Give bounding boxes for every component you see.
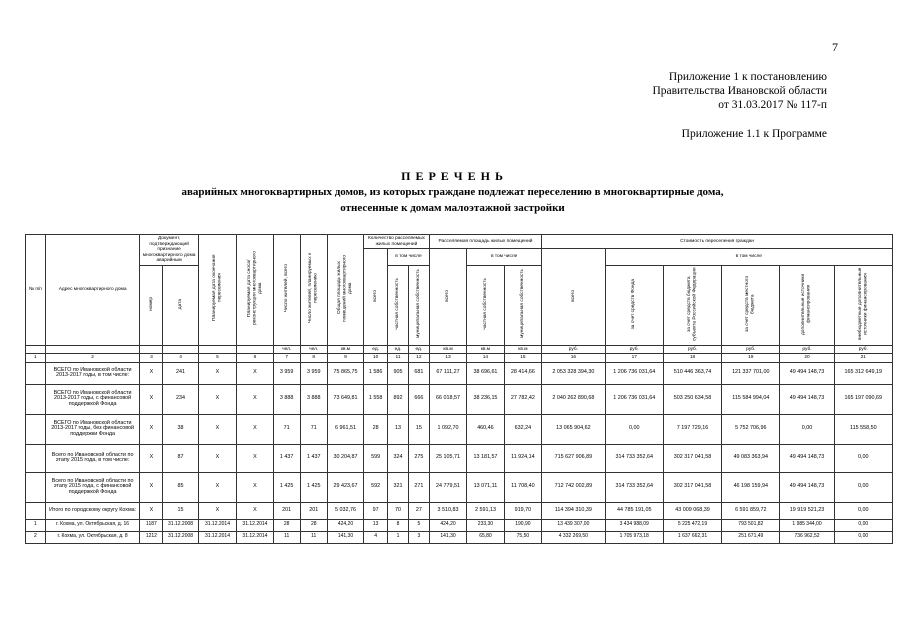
table-cell: 31.12.2008 <box>163 519 198 531</box>
table-cell: 424,20 <box>429 519 466 531</box>
column-number: 17 <box>605 354 663 363</box>
col-header-doc-number: номер <box>140 265 163 345</box>
units-cell <box>26 345 46 354</box>
table-cell: 28 <box>273 519 300 531</box>
col-header-area-municipal: муниципальная собственность <box>504 265 541 345</box>
col-header-planned-demolition: Планируемая дата сноса/реконструкции многоквартирного дома <box>237 235 273 346</box>
table-cell: X <box>198 444 237 472</box>
table-cell: X <box>140 502 163 519</box>
column-number: 15 <box>504 354 541 363</box>
table-cell: 44 785 191,05 <box>605 502 663 519</box>
table-cell: 75 865,75 <box>327 362 363 384</box>
unit-cell: руб. <box>605 345 663 354</box>
table-cell: 121 337 701,00 <box>722 362 780 384</box>
table-cell: 1 705 973,18 <box>605 531 663 543</box>
unit-cell: руб. <box>663 345 721 354</box>
table-cell <box>26 472 46 502</box>
table-cell: 324 <box>388 444 409 472</box>
table-cell: X <box>237 384 273 414</box>
table-cell: 29 423,67 <box>327 472 363 502</box>
table-cell: 11 <box>300 531 327 543</box>
table-cell: 599 <box>364 444 388 472</box>
table-cell: 3 888 <box>273 384 300 414</box>
table-cell: 736 962,52 <box>780 531 834 543</box>
table-cell: 28 414,66 <box>504 362 541 384</box>
table-cell: 49 494 148,73 <box>780 362 834 384</box>
table-cell: 510 446 363,74 <box>663 362 721 384</box>
column-number: 3 <box>140 354 163 363</box>
unit-cell: руб. <box>834 345 892 354</box>
col-header-cost-extra: дополнительные источники финансирования <box>780 265 834 345</box>
col-header-area-incl: в том числе <box>467 249 542 266</box>
table-cell: 15 <box>163 502 198 519</box>
register-table-wrapper <box>25 234 893 640</box>
table-cell: 5 225 472,19 <box>663 519 721 531</box>
table-cell: 1 092,70 <box>429 414 466 444</box>
table-cell: 712 742 002,89 <box>542 472 605 502</box>
column-number: 9 <box>327 354 363 363</box>
table-cell: 13 065 904,62 <box>542 414 605 444</box>
header-row-1 <box>26 235 893 249</box>
table-cell: 49 494 148,73 <box>780 472 834 502</box>
table-cell: 65,80 <box>467 531 504 543</box>
col-header-total-area: Общая площадь жилых помещений многоквартирного дома <box>327 235 363 346</box>
table-cell: г. Кохма, ул. Октябрьская, д. 8 <box>45 531 140 543</box>
unit-cell: руб. <box>722 345 780 354</box>
unit-cell: чел. <box>273 345 300 354</box>
table-cell: 87 <box>163 444 198 472</box>
column-number: 6 <box>237 354 273 363</box>
col-header-num: № п/п <box>26 235 46 346</box>
col-header-doc-date: дата <box>163 265 198 345</box>
table-cell: X <box>237 472 273 502</box>
table-cell: 2 <box>26 531 46 543</box>
table-cell: 165 312 649,19 <box>834 362 892 384</box>
table-cell: 1187 <box>140 519 163 531</box>
col-header-cost-incl: в том числе <box>605 249 892 266</box>
table-cell: г. Кохма, ул. Октябрьская, д. 16 <box>45 519 140 531</box>
col-header-planned-end: Планируемая дата окончания переселения <box>198 235 237 346</box>
table-cell: 201 <box>273 502 300 519</box>
col-header-rooms-incl: в том числе <box>388 249 430 266</box>
table-cell: 28 <box>364 414 388 444</box>
table-cell: 31.12.2014 <box>198 519 237 531</box>
table-cell: 1 558 <box>364 384 388 414</box>
table-cell: 13 439 307,00 <box>542 519 605 531</box>
table-cell: 275 <box>408 444 429 472</box>
table-cell: 919,70 <box>504 502 541 519</box>
document-heading: П Е Р Е Ч Е Н Ь <box>401 169 504 183</box>
table-cell: 0,00 <box>834 444 892 472</box>
col-header-rooms-group: Количество расселяемых жилых помещений <box>364 235 430 249</box>
table-cell: 141,30 <box>429 531 466 543</box>
table-cell: 592 <box>364 472 388 502</box>
table-cell: 114 394 310,39 <box>542 502 605 519</box>
table-cell: 70 <box>388 502 409 519</box>
table-cell: 7 197 729,16 <box>663 414 721 444</box>
table-cell: 1 985 344,00 <box>780 519 834 531</box>
col-header-area-private: частная собственность <box>467 265 504 345</box>
table-cell: 73 649,81 <box>327 384 363 414</box>
column-numbers-row <box>26 354 893 363</box>
table-cell: 115 584 994,04 <box>722 384 780 414</box>
table-cell: 2 053 328 394,30 <box>542 362 605 384</box>
col-header-document: Документ, подтверждающий признание многоквартирного дома аварийным <box>140 235 198 266</box>
table-row <box>26 502 893 519</box>
table-cell: 71 <box>273 414 300 444</box>
table-cell: 0,00 <box>834 519 892 531</box>
column-number: 5 <box>198 354 237 363</box>
table-cell: 28 <box>300 519 327 531</box>
table-cell: 27 <box>408 502 429 519</box>
units-cell <box>140 345 163 354</box>
units-cell <box>237 345 273 354</box>
table-cell: 1 425 <box>300 472 327 502</box>
column-number: 16 <box>542 354 605 363</box>
table-cell: 2 591,13 <box>467 502 504 519</box>
table-cell: 233,30 <box>467 519 504 531</box>
table-cell: 681 <box>408 362 429 384</box>
units-row <box>26 345 893 354</box>
table-cell: ВСЕГО по Ивановской области 2013-2017 годы, без финансовой поддержки Фонда <box>45 414 140 444</box>
column-number: 11 <box>388 354 409 363</box>
table-cell: X <box>237 444 273 472</box>
units-cell <box>163 345 198 354</box>
table-cell: X <box>198 472 237 502</box>
table-cell: 3 888 <box>300 384 327 414</box>
table-cell: 31.12.2014 <box>237 531 273 543</box>
table-cell: 3 <box>408 531 429 543</box>
table-cell: 6 961,51 <box>327 414 363 444</box>
unit-cell: кв.м <box>504 345 541 354</box>
table-cell: 905 <box>388 362 409 384</box>
table-cell: 632,24 <box>504 414 541 444</box>
unit-cell: ед. <box>364 345 388 354</box>
table-cell: 11 924,14 <box>504 444 541 472</box>
table-cell: Всего по Ивановской области по этапу 2015 года, с финансовой поддержкой Фонда <box>45 472 140 502</box>
table-cell: 201 <box>300 502 327 519</box>
table-cell: 5 752 706,96 <box>722 414 780 444</box>
col-header-rooms-total: всего <box>364 249 388 345</box>
table-cell: X <box>140 362 163 384</box>
table-cell: X <box>140 444 163 472</box>
table-cell: 1 437 <box>273 444 300 472</box>
table-cell: 75,50 <box>504 531 541 543</box>
table-cell: 241 <box>163 362 198 384</box>
table-cell: 251 671,49 <box>722 531 780 543</box>
col-header-cost-local: за счет средств местного бюджета <box>722 265 780 345</box>
table-cell: 66 018,57 <box>429 384 466 414</box>
table-cell: 3 959 <box>300 362 327 384</box>
table-cell: Всего по Ивановской области по этапу 2015 года, в том числе: <box>45 444 140 472</box>
table-cell: 0,00 <box>605 414 663 444</box>
col-header-residents-planned: Число жителей, планируемых к переселению <box>300 235 327 346</box>
column-number: 18 <box>663 354 721 363</box>
table-cell: 1212 <box>140 531 163 543</box>
unit-cell: кв.м <box>429 345 466 354</box>
table-cell: 1 206 736 031,64 <box>605 384 663 414</box>
table-cell: 115 558,50 <box>834 414 892 444</box>
table-cell: X <box>140 472 163 502</box>
table-cell: Итого по городскому округу Кохма: <box>45 502 140 519</box>
table-cell: 38 <box>163 414 198 444</box>
table-cell: 234 <box>163 384 198 414</box>
table-cell: 67 111,27 <box>429 362 466 384</box>
table-cell: 31.12.2014 <box>198 531 237 543</box>
col-header-area-total: всего <box>429 249 466 345</box>
appendix-line-1: Приложение 1 к постановлению <box>668 71 827 83</box>
table-cell: 715 627 906,89 <box>542 444 605 472</box>
table-cell: 424,20 <box>327 519 363 531</box>
table-cell: 321 <box>388 472 409 502</box>
table-cell: 3 959 <box>273 362 300 384</box>
table-cell: 314 733 352,64 <box>605 444 663 472</box>
table-cell: 11 708,40 <box>504 472 541 502</box>
table-cell: 38 236,15 <box>467 384 504 414</box>
table-cell: 302 317 041,58 <box>663 444 721 472</box>
column-number: 20 <box>780 354 834 363</box>
column-number: 12 <box>408 354 429 363</box>
table-cell: 165 197 090,69 <box>834 384 892 414</box>
table-cell: 1 <box>26 519 46 531</box>
table-cell: 3 434 988,09 <box>605 519 663 531</box>
table-cell: 27 782,42 <box>504 384 541 414</box>
table-row <box>26 472 893 502</box>
col-header-cost-regional: за счет средств бюджета субъекта Российской Федерации <box>663 265 721 345</box>
table-row <box>26 531 893 543</box>
table-cell: 793 501,82 <box>722 519 780 531</box>
table-cell: 6 591 859,72 <box>722 502 780 519</box>
table-cell: 0,00 <box>834 472 892 502</box>
table-cell: 503 250 634,58 <box>663 384 721 414</box>
column-number: 1 <box>26 354 46 363</box>
table-cell: 13 181,57 <box>467 444 504 472</box>
table-cell: X <box>237 362 273 384</box>
unit-cell: ед. <box>408 345 429 354</box>
table-cell: 46 198 159,94 <box>722 472 780 502</box>
col-header-cost-addl: внебюджетные дополнительные источники финансирования <box>834 265 892 345</box>
column-number: 13 <box>429 354 466 363</box>
table-cell: 71 <box>300 414 327 444</box>
column-number: 10 <box>364 354 388 363</box>
col-header-cost-fund: за счет средств Фонда <box>605 265 663 345</box>
col-header-cost-total: всего <box>542 249 605 345</box>
table-cell: X <box>237 502 273 519</box>
table-cell: 5 032,76 <box>327 502 363 519</box>
table-cell: 13 <box>388 414 409 444</box>
document-subtitle-2: отнесенные к домам малоэтажной застройки <box>340 202 565 214</box>
table-cell: 0,00 <box>834 502 892 519</box>
column-number: 21 <box>834 354 892 363</box>
register-table <box>25 234 893 544</box>
table-cell: ВСЕГО по Ивановской области 2013-2017 годы, с финансовой поддержкой Фонда <box>45 384 140 414</box>
document-subtitle-1: аварийных многоквартирных домов, из которых граждане подлежат переселению в многоквартирные дома, <box>181 186 724 198</box>
table-cell: 1 <box>388 531 409 543</box>
unit-cell: кв.м <box>467 345 504 354</box>
col-header-cost-group: Стоимость переселения граждан <box>542 235 893 249</box>
col-header-address: Адрес многоквартирного дома <box>45 235 140 346</box>
unit-cell: чел. <box>300 345 327 354</box>
col-header-rooms-private: частная собственность <box>388 265 409 345</box>
table-cell: 38 696,61 <box>467 362 504 384</box>
table-cell: 1 206 736 031,64 <box>605 362 663 384</box>
table-cell: ВСЕГО по Ивановской области 2013-2017 годы, в том числе: <box>45 362 140 384</box>
unit-cell: руб. <box>542 345 605 354</box>
table-cell: X <box>140 384 163 414</box>
table-cell: 13 071,11 <box>467 472 504 502</box>
table-cell <box>26 502 46 519</box>
appendix-line-2: Правительства Ивановской области <box>652 85 827 97</box>
table-cell: 1 437 <box>300 444 327 472</box>
column-number: 7 <box>273 354 300 363</box>
table-cell: X <box>237 414 273 444</box>
table-cell: 24 779,51 <box>429 472 466 502</box>
table-cell <box>26 362 46 384</box>
unit-cell: кв.м <box>327 345 363 354</box>
table-cell: 49 494 148,73 <box>780 384 834 414</box>
appendix-line-3: от 31.03.2017 № 117-п <box>718 99 827 111</box>
table-row <box>26 384 893 414</box>
table-cell: 141,30 <box>327 531 363 543</box>
table-cell: X <box>198 502 237 519</box>
table-cell: 190,90 <box>504 519 541 531</box>
col-header-rooms-municipal: муниципальная собственность <box>408 265 429 345</box>
table-cell: X <box>198 384 237 414</box>
appendix-line-4: Приложение 1.1 к Программе <box>681 128 827 140</box>
table-cell: 666 <box>408 384 429 414</box>
table-cell: 4 332 269,50 <box>542 531 605 543</box>
table-cell: 31.12.2008 <box>163 531 198 543</box>
table-row <box>26 362 893 384</box>
col-header-area-group: Расселяемая площадь жилых помещений <box>429 235 541 249</box>
table-cell: 271 <box>408 472 429 502</box>
table-cell: 4 <box>364 531 388 543</box>
page-number: 7 <box>832 40 838 54</box>
table-cell: X <box>198 362 237 384</box>
table-cell: 1 586 <box>364 362 388 384</box>
table-cell: 85 <box>163 472 198 502</box>
col-header-residents: Число жителей, всего <box>273 235 300 346</box>
table-cell: 1 637 662,31 <box>663 531 721 543</box>
table-cell: 15 <box>408 414 429 444</box>
table-cell: 302 317 041,58 <box>663 472 721 502</box>
table-cell: 2 040 262 890,68 <box>542 384 605 414</box>
table-cell: X <box>198 414 237 444</box>
table-cell: X <box>140 414 163 444</box>
table-cell: 30 204,87 <box>327 444 363 472</box>
table-cell: 0,00 <box>834 531 892 543</box>
table-cell: 43 009 068,39 <box>663 502 721 519</box>
column-number: 2 <box>45 354 140 363</box>
table-cell <box>26 384 46 414</box>
table-cell: 460,46 <box>467 414 504 444</box>
table-cell: 8 <box>388 519 409 531</box>
column-number: 14 <box>467 354 504 363</box>
column-number: 8 <box>300 354 327 363</box>
table-cell: 13 <box>364 519 388 531</box>
table-cell: 31.12.2014 <box>237 519 273 531</box>
table-row <box>26 519 893 531</box>
table-cell: 25 105,71 <box>429 444 466 472</box>
table-cell: 19 919 521,23 <box>780 502 834 519</box>
table-cell: 97 <box>364 502 388 519</box>
table-cell: 0,00 <box>780 414 834 444</box>
table-cell: 11 <box>273 531 300 543</box>
table-cell: 5 <box>408 519 429 531</box>
table-cell: 3 510,83 <box>429 502 466 519</box>
column-number: 4 <box>163 354 198 363</box>
table-cell: 1 425 <box>273 472 300 502</box>
column-number: 19 <box>722 354 780 363</box>
units-cell <box>45 345 140 354</box>
table-row <box>26 414 893 444</box>
table-cell: 49 494 148,73 <box>780 444 834 472</box>
units-cell <box>198 345 237 354</box>
table-cell: 892 <box>388 384 409 414</box>
unit-cell: ед. <box>388 345 409 354</box>
table-cell: 49 083 363,94 <box>722 444 780 472</box>
table-cell: 314 733 352,64 <box>605 472 663 502</box>
unit-cell: руб. <box>780 345 834 354</box>
table-row <box>26 444 893 472</box>
table-cell <box>26 414 46 444</box>
table-cell <box>26 444 46 472</box>
